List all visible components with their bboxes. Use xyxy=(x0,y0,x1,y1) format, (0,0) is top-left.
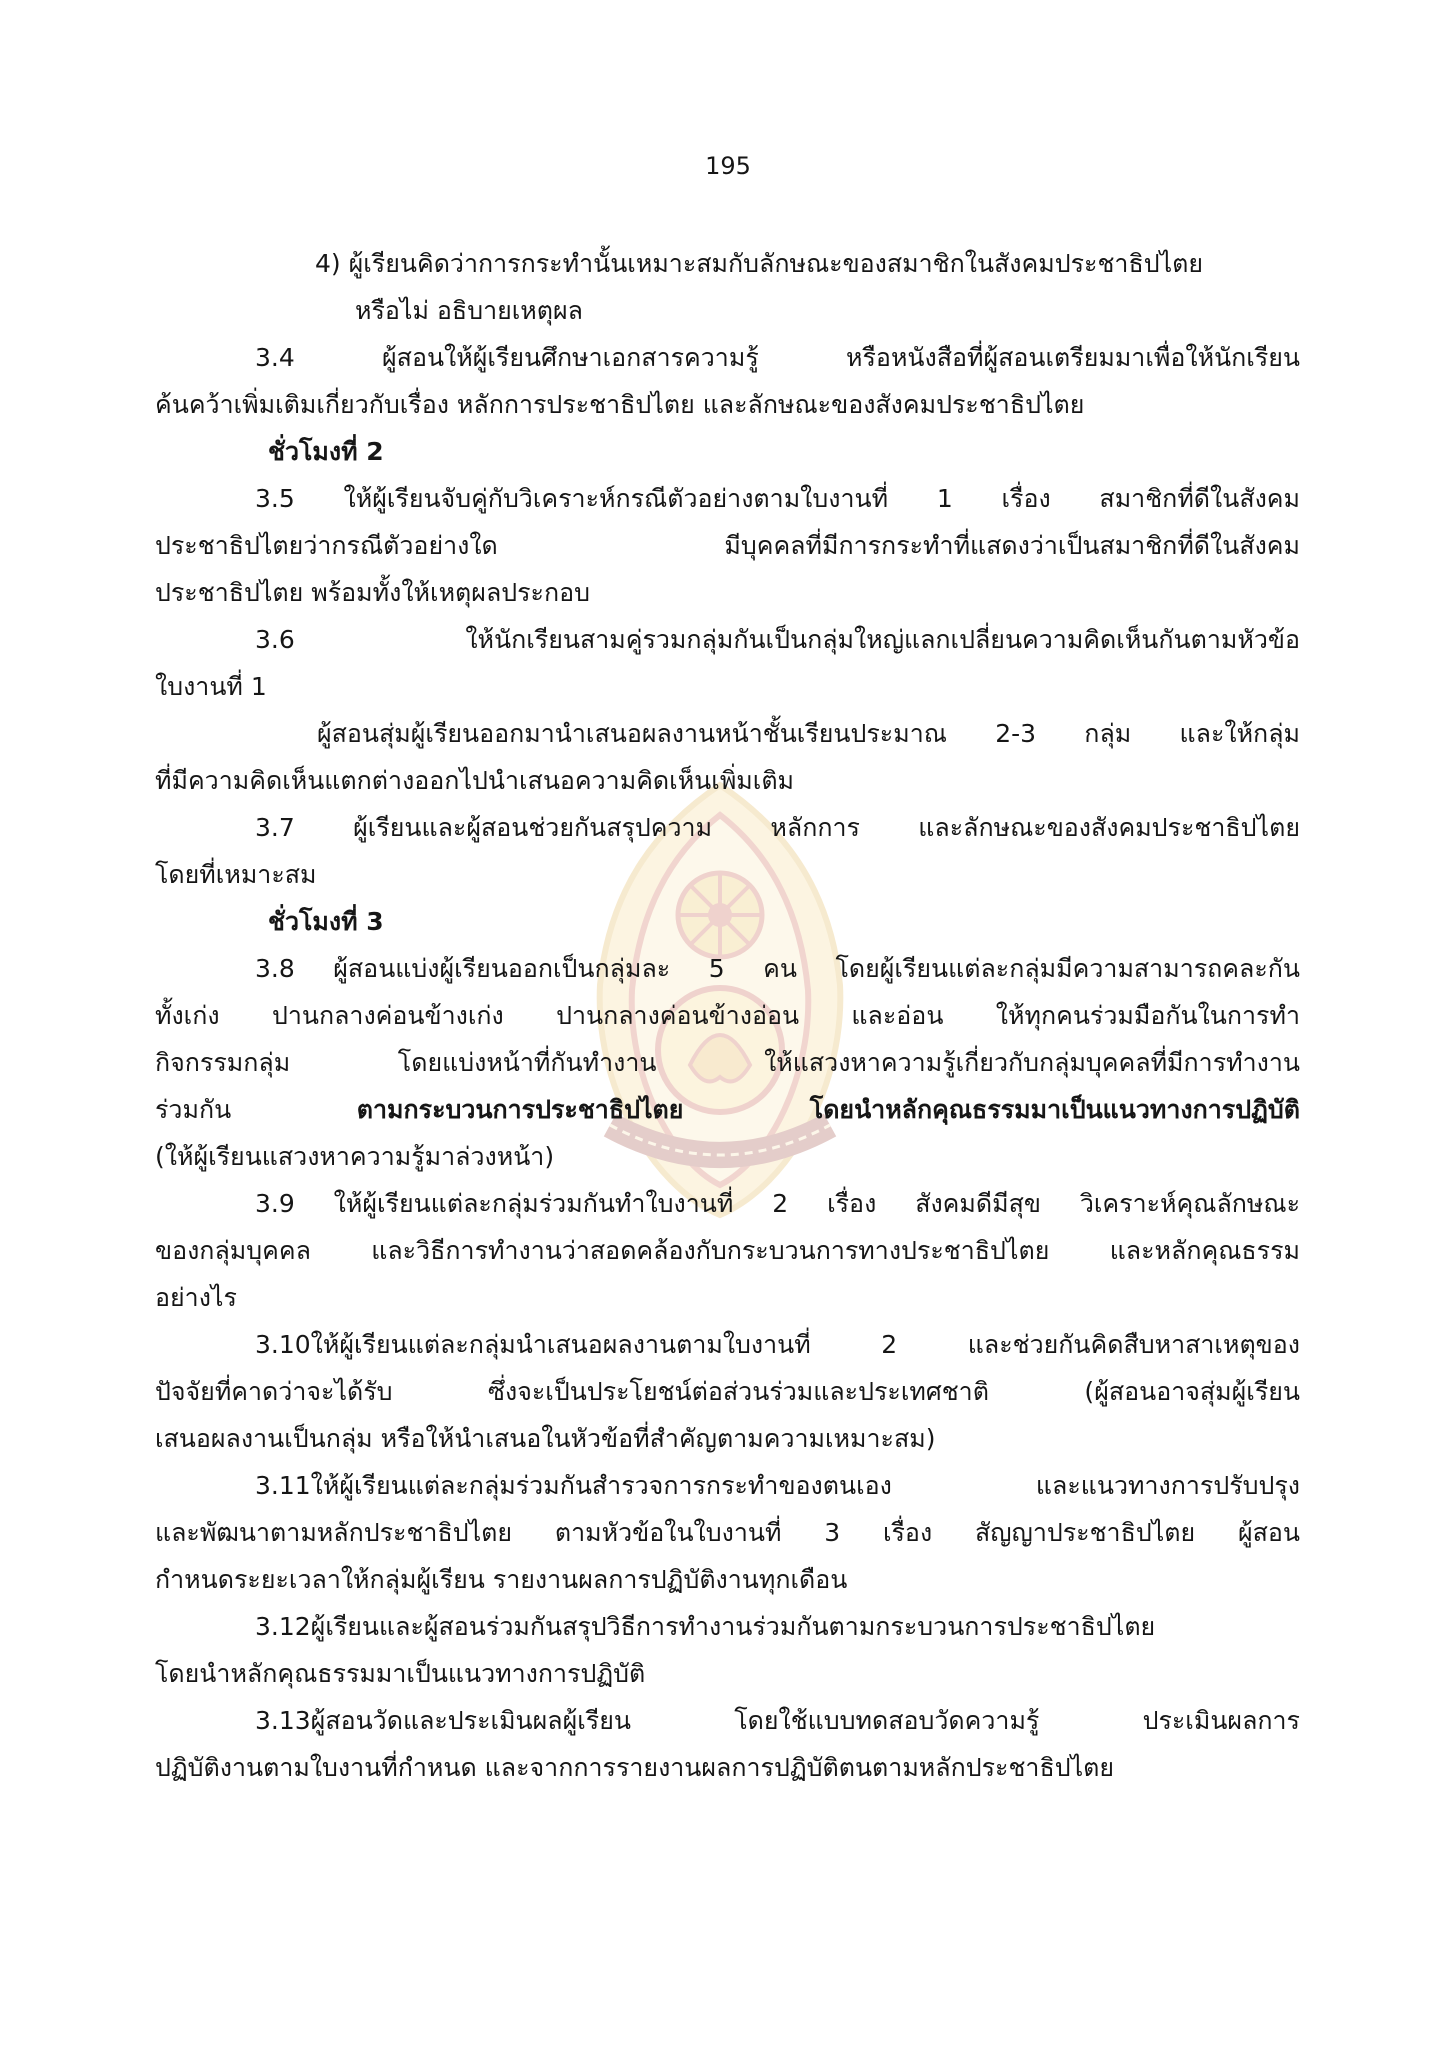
text-line-mixed xyxy=(155,1086,1300,1133)
body-text xyxy=(155,240,1300,1791)
text-line: 3.5 ให้ผู้เรียนจับคู่กับวิเคราะห์กรณีตัวอย่างตามใบงานที่ 1 เรื่อง สมาชิกที่ดีในสังคม xyxy=(255,484,1300,513)
text-line: 4) ผู้เรียนคิดว่าการกระทำนั้นเหมาะสมกับลักษณะของสมาชิกในสังคมประชาธิปไตย xyxy=(315,249,1204,278)
text-line: ค้นคว้าเพิ่มเติมเกี่ยวกับเรื่อง หลักการประชาธิปไตย และลักษณะของสังคมประชาธิปไตย xyxy=(155,390,1085,419)
text-line: และพัฒนาตามหลักประชาธิปไตย ตามหัวข้อในใบงานที่ 3 เรื่อง สัญญาประชาธิปไตย ผู้สอน xyxy=(155,1518,1300,1547)
text-line: อย่างไร xyxy=(155,1283,237,1312)
text-line: ประชาธิปไตยว่ากรณีตัวอย่างใด มีบุคคลที่มีการกระทำที่แสดงว่าเป็นสมาชิกที่ดีในสังคม xyxy=(155,531,1300,560)
text-line: กิจกรรมกลุ่ม โดยแบ่งหน้าที่กันทำงาน ให้แสวงหาความรู้เกี่ยวกับกลุ่มบุคคลที่มีการทำงาน xyxy=(155,1048,1300,1077)
text-line: ปฏิบัติงานตามใบงานที่กำหนด และจากการรายงานผลการปฏิบัติตนตามหลักประชาธิปไตย xyxy=(155,1753,1115,1782)
text-line: ที่มีความคิดเห็นแตกต่างออกไปนำเสนอความคิดเห็นเพิ่มเติม xyxy=(155,766,795,795)
text-line: 3.4 ผู้สอนให้ผู้เรียนศึกษาเอกสารความรู้ หรือหนังสือที่ผู้สอนเตรียมมาเพื่อให้นักเรียน xyxy=(255,343,1300,372)
text-line: 3.9 ให้ผู้เรียนแต่ละกลุ่มร่วมกันทำใบงานที่ 2 เรื่อง สังคมดีมีสุข วิเคราะห์คุณลักษณะ xyxy=(255,1189,1300,1218)
text-line: (ให้ผู้เรียนแสวงหาความรู้มาล่วงหน้า) xyxy=(155,1142,555,1171)
text-line: เสนอผลงานเป็นกลุ่ม หรือให้นำเสนอในหัวข้อที่สำคัญตามความเหมาะสม) xyxy=(155,1424,936,1453)
text-line: ใบงานที่ 1 xyxy=(155,672,267,701)
text-line: 3.11ให้ผู้เรียนแต่ละกลุ่มร่วมกันสำรวจการกระทำของตนเอง และแนวทางการปรับปรุง xyxy=(255,1471,1300,1500)
text-line: 3.6 ให้นักเรียนสามคู่รวมกลุ่มกันเป็นกลุ่มใหญ่แลกเปลี่ยนความคิดเห็นกันตามหัวข้อ xyxy=(255,625,1300,654)
page-number: 195 xyxy=(705,152,751,180)
text-line: 3.13ผู้สอนวัดและประเมินผลผู้เรียน โดยใช้แบบทดสอบวัดความรู้ ประเมินผลการ xyxy=(255,1706,1300,1735)
bold-text-run: ตามกระบวนการประชาธิปไตย โดยนำหลักคุณธรรมมาเป็นแนวทางการปฏิบัติ xyxy=(356,1095,1300,1124)
text-line: 3.10ให้ผู้เรียนแต่ละกลุ่มนำเสนอผลงานตามใบงานที่ 2 และช่วยกันคิดสืบหาสาเหตุของ xyxy=(255,1330,1300,1359)
section-heading: ชั่วโมงที่ 3 xyxy=(268,907,384,936)
text-line: กำหนดระยะเวลาให้กลุ่มผู้เรียน รายงานผลการปฏิบัติงานทุกเดือน xyxy=(155,1565,848,1594)
text-line: 3.12ผู้เรียนและผู้สอนร่วมกันสรุปวิธีการทำงานร่วมกันตามกระบวนการประชาธิปไตย xyxy=(255,1612,1156,1641)
text-line: ทั้งเก่ง ปานกลางค่อนข้างเก่ง ปานกลางค่อนข้างอ่อน และอ่อน ให้ทุกคนร่วมมือกันในการทำ xyxy=(155,1001,1300,1030)
text-line: หรือไม่ อธิบายเหตุผล xyxy=(355,296,583,325)
text-line: ของกลุ่มบุคคล และวิธีการทำงานว่าสอดคล้องกับกระบวนการทางประชาธิปไตย และหลักคุณธรรม xyxy=(155,1236,1300,1265)
text-line: ปัจจัยที่คาดว่าจะได้รับ ซึ่งจะเป็นประโยชน์ต่อส่วนร่วมและประเทศชาติ (ผู้สอนอาจสุ่มผู้เรียน xyxy=(155,1377,1300,1406)
text-run: ร่วมกัน xyxy=(155,1095,232,1124)
section-heading: ชั่วโมงที่ 2 xyxy=(268,437,384,466)
text-line: 3.8 ผู้สอนแบ่งผู้เรียนออกเป็นกลุ่มละ 5 คน โดยผู้เรียนแต่ละกลุ่มมีความสามารถคละกัน xyxy=(255,954,1300,983)
text-line: ผู้สอนสุ่มผู้เรียนออกมานำเสนอผลงานหน้าชั้นเรียนประมาณ 2-3 กลุ่ม และให้กลุ่ม xyxy=(317,719,1300,748)
text-line: ประชาธิปไตย พร้อมทั้งให้เหตุผลประกอบ xyxy=(155,578,591,607)
text-line: 3.7 ผู้เรียนและผู้สอนช่วยกันสรุปความ หลักการ และลักษณะของสังคมประชาธิปไตย xyxy=(255,813,1300,842)
text-line: โดยนำหลักคุณธรรมมาเป็นแนวทางการปฏิบัติ xyxy=(155,1659,646,1688)
text-line: โดยที่เหมาะสม xyxy=(155,860,317,889)
